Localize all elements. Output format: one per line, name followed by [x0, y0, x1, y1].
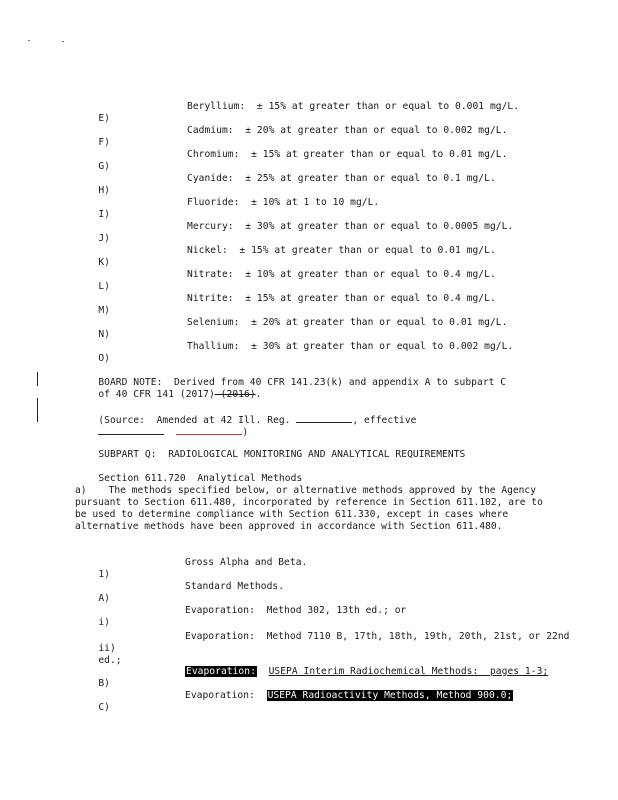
item-letter: K) — [98, 257, 110, 268]
item-ii-text-continued: ed.; — [98, 655, 122, 666]
scan-speck — [62, 41, 64, 42]
item-text: Thallium: ± 30% at greater than or equal to 0.002 mg/L. — [187, 341, 514, 352]
source-effective: , effective — [352, 415, 417, 426]
item-B-label: B) — [98, 678, 110, 689]
highlight-evaporation: Evaporation: — [186, 666, 256, 677]
item-letter: H) — [98, 185, 110, 196]
item-1-text: Gross Alpha and Beta. — [185, 557, 308, 568]
item-letter: N) — [98, 329, 110, 340]
source-prefix: (Source: Amended at 42 Ill. Reg. — [98, 415, 297, 426]
item-i-text: Evaporation: Method 302, 13th ed.; or — [185, 605, 407, 616]
effective-date-blank — [98, 425, 164, 435]
item-text: Nickel: ± 15% at greater than or equal to 0.01 mg/L. — [187, 245, 496, 256]
item-text: Beryllium: ± 15% at greater than or equal to 0.001 mg/L. — [187, 101, 520, 112]
item-text: Mercury: ± 30% at greater than or equal to 0.0005 mg/L. — [187, 221, 514, 232]
item-text: Chromium: ± 15% at greater than or equal to 0.01 mg/L. — [187, 149, 508, 160]
highlight-radioactivity-method: USEPA Radioactivity Methods, Method 900.0; — [267, 690, 513, 701]
item-A-label: A) — [98, 593, 110, 604]
item-letter: I) — [98, 209, 110, 220]
item-ii-text: Evaporation: Method 7110 B, 17th, 18th, 19th, 20th, 21st, or 22nd — [185, 631, 570, 642]
board-note-text: BOARD NOTE: Derived from 40 CFR 141.23(k) and appendix A to subpart C — [98, 377, 507, 388]
paragraph-a-label: a) — [75, 485, 87, 496]
revision-bar — [37, 372, 38, 386]
item-A-text: Standard Methods. — [185, 581, 285, 592]
item-1-label: 1) — [98, 569, 110, 580]
board-note-period: . — [255, 389, 262, 400]
source-close: ) — [242, 427, 249, 438]
section-heading-text: Section 611.720 Analytical Methods — [98, 473, 303, 484]
register-page-blank — [296, 413, 352, 423]
item-ii-label: ii) — [98, 643, 116, 654]
item-text: Nitrate: ± 10% at greater than or equal to 0.4 mg/L. — [187, 269, 496, 280]
item-i-label: i) — [98, 617, 110, 628]
item-letter: J) — [98, 233, 110, 244]
item-text: Cadmium: ± 20% at greater than or equal to 0.002 mg/L. — [187, 125, 508, 136]
revision-bar — [37, 398, 38, 422]
item-text: Nitrite: ± 15% at greater than or equal to 0.4 mg/L. — [187, 293, 496, 304]
scan-speck — [28, 40, 30, 41]
effective-date-blank-red — [176, 425, 242, 435]
item-text: Cyanide: ± 25% at greater than or equal to 0.1 mg/L. — [187, 173, 496, 184]
item-letter: M) — [98, 305, 110, 316]
item-letter: G) — [98, 161, 110, 172]
item-B-method: USEPA Interim Radiochemical Methods: pages 1-3; — [268, 666, 549, 677]
subpart-heading-text: SUBPART Q: RADIOLOGICAL MONITORING AND ANALYTICAL REQUIREMENTS — [98, 449, 466, 460]
item-letter: L) — [98, 281, 110, 292]
item-B-text — [185, 666, 548, 678]
paragraph-a-text: The methods specified below, or alternative methods approved by the Agency pursuant to Section 611.480, incorporated by reference in Section 611.102, are to be used to determine compliance with Section 611.330, except in cases where alternative methods have been approved in accordance with Section 611.480. — [75, 485, 543, 532]
item-C — [75, 690, 513, 726]
item-C-label: C) — [98, 702, 110, 713]
struck-year: (2016) — [214, 389, 256, 400]
board-note-citation: of 40 CFR 141 (2017) — [98, 389, 215, 400]
item-C-lead: Evaporation: — [185, 690, 255, 701]
item-C-text — [185, 690, 513, 702]
item-letter: O) — [98, 353, 110, 364]
item-text: Selenium: ± 20% at greater than or equal to 0.01 mg/L. — [187, 317, 508, 328]
item-letter: E) — [98, 113, 110, 124]
paragraph-a — [75, 485, 545, 533]
item-text: Fluoride: ± 10% at 1 to 10 mg/L. — [187, 197, 380, 208]
item-letter: F) — [98, 137, 110, 148]
